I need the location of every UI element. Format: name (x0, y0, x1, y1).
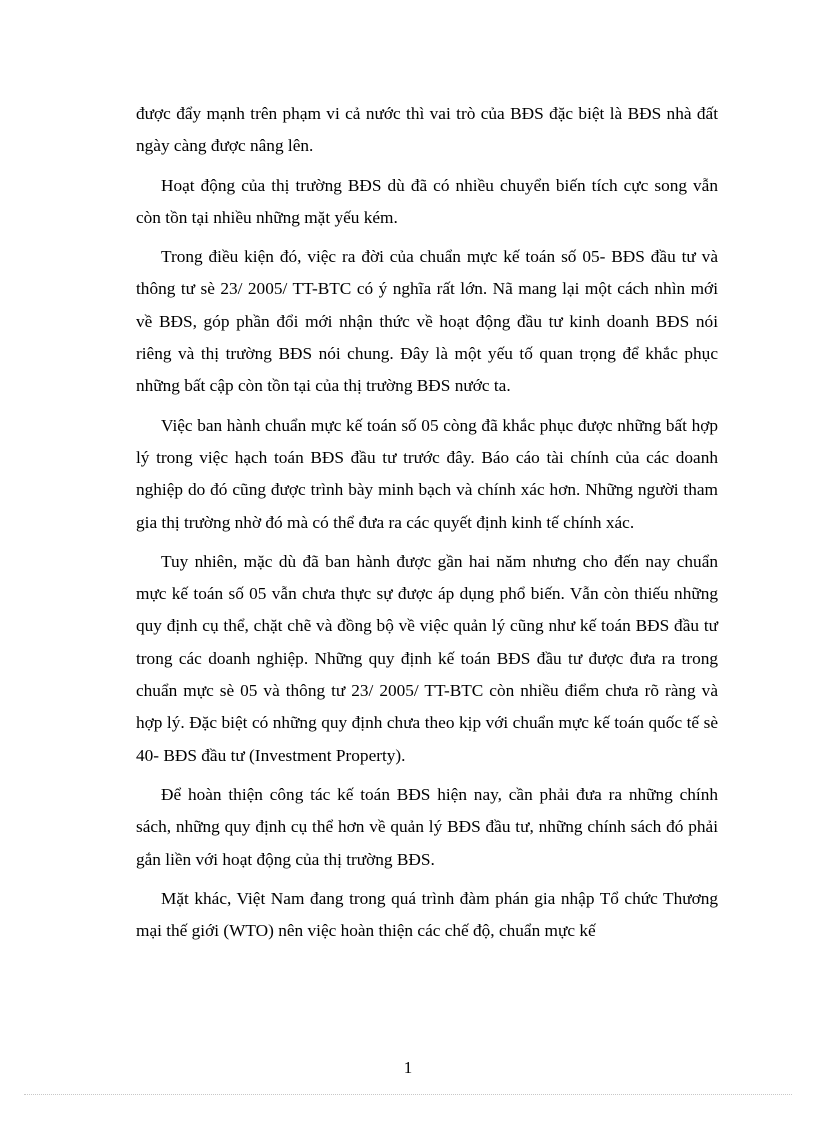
body-text (136, 98, 718, 954)
paragraph-7: Mặt khác, Việt Nam đang trong quá trình đàm phán gia nhập Tổ chức Thương mại thế giới (WTO) nên việc hoàn thiện các chế độ, chuẩn mực kế (136, 888, 718, 941)
footer-divider (24, 1094, 792, 1095)
page-number: 1 (403, 1058, 413, 1077)
paragraph-4: Việc ban hành chuẩn mực kế toán số 05 còng đã khắc phục được những bất hợp lý trong việc hạch toán BĐS đầu tư trước đây. Báo cáo tài chính của các doanh nghiệp do đó cũng được trình bày minh bạch và chính xác hơn. Những người tham gia thị trường nhờ đó mà có thể đưa ra các quyết định kinh tế chính xác. (136, 415, 718, 532)
paragraph-2: Hoạt động của thị trường BĐS dù đã có nhiều chuyển biến tích cực song vẫn còn tồn tại nhiều những mặt yếu kém. (136, 175, 718, 227)
paragraph-5: Tuy nhiên, mặc dù đã ban hành được gần hai năm nhưng cho đến nay chuẩn mực kế toán số 05 vẫn chưa thực sự được áp dụng phổ biến. Vẫn còn thiếu những quy định cụ thể, chặt chẽ và đồng bộ về việc quản lý cũng như kế toán BĐS đầu tư trong các doanh nghiệp. Những quy định kế toán BĐS đầu tư được đưa ra trong chuẩn mực sè 05 và thông tư 23/ 2005/ TT-BTC còn nhiều điểm chưa rõ ràng và hợp lý. Đặc biệt có những quy định chưa theo kịp với chuẩn mực kế toán quốc tế sè 40- BĐS đầu tư (Investment Property). (136, 551, 718, 765)
paragraph-1: được đẩy mạnh trên phạm vi cả nước thì vai trò của BĐS đặc biệt là BĐS nhà đất ngày càng được nâng lên. (136, 104, 718, 156)
paragraph-3: Trong điều kiện đó, việc ra đời của chuẩn mực kế toán số 05- BĐS đầu tư và thông tư sè 23/ 2005/ TT-BTC có ý nghĩa rất lớn. Nã mang lại một cách nhìn mới về BĐS, góp phần đổi mới nhận thức về hoạt động đầu tư kinh doanh BĐS nói riêng và thị trường BĐS nói chung. Đây là một yếu tố quan trọng để khắc phục những bất cập còn tồn tại của thị trường BĐS nước ta. (136, 247, 718, 396)
paragraph-6: Để hoàn thiện công tác kế toán BĐS hiện nay, cần phải đưa ra những chính sách, những quy định cụ thể hơn về quản lý BĐS đầu tư, những chính sách đó phải gắn liền với hoạt động của thị trường BĐS. (136, 784, 718, 869)
